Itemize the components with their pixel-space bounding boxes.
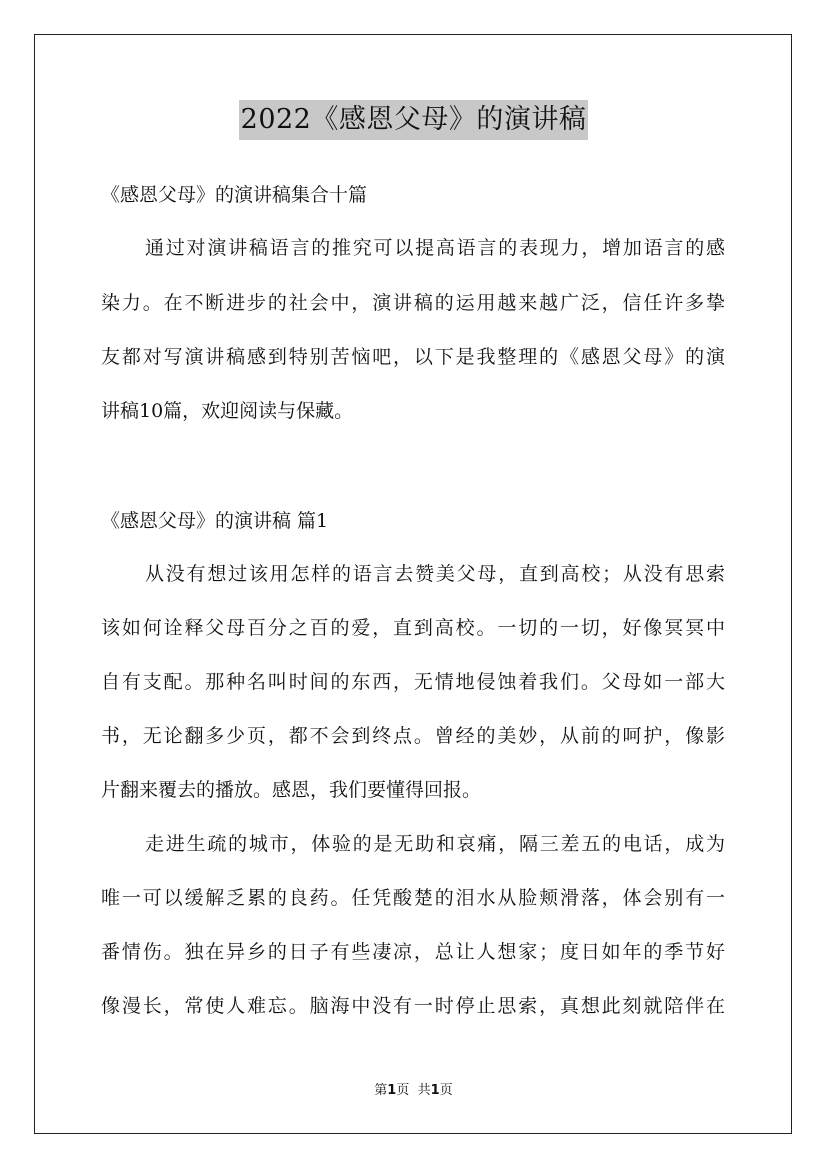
intro-line-3: 友都对写演讲稿感到特别苦恼吧，以下是我整理的《感恩父母》的演 xyxy=(101,346,725,368)
footer-total-suffix: 页 xyxy=(439,1083,453,1098)
para1-line-1: 从没有想过该用怎样的语言去赞美父母，直到高校；从没有思索 xyxy=(145,563,725,585)
para2-line-4: 像漫长，常使人难忘。脑海中没有一时停止思索，真想此刻就陪伴在 xyxy=(101,995,725,1017)
intro-line-4: 讲稿10篇，欢迎阅读与保藏。 xyxy=(101,400,354,422)
para2-line-1: 走进生疏的城市，体验的是无助和哀痛，隔三差五的电话，成为 xyxy=(145,833,725,855)
footer-total-prefix: 共 xyxy=(417,1083,431,1098)
para1-line-3: 自有支配。那种名叫时间的东西，无情地侵蚀着我们。父母如一部大 xyxy=(101,671,725,693)
document-subtitle: 《感恩父母》的演讲稿集合十篇 xyxy=(101,184,368,206)
title-container xyxy=(0,100,827,140)
intro-line-1: 通过对演讲稿语言的推究可以提高语言的表现力，增加语言的感 xyxy=(145,237,725,259)
para1-line-4: 书，无论翻多少页，都不会到终点。曾经的美妙，从前的呵护，像影 xyxy=(101,725,725,747)
section-heading: 《感恩父母》的演讲稿 篇1 xyxy=(101,510,329,532)
intro-line-2: 染力。在不断进步的社会中，演讲稿的运用越来越广泛，信任许多挚 xyxy=(101,292,725,314)
footer-total-number: 1 xyxy=(430,1083,440,1098)
para2-line-2: 唯一可以缓解乏累的良药。任凭酸楚的泪水从脸颊滑落，体会别有一 xyxy=(101,887,725,909)
footer-page-prefix: 第 xyxy=(374,1083,388,1098)
para1-line-5: 片翻来覆去的播放。感恩，我们要懂得回报。 xyxy=(101,779,482,801)
para1-line-2: 该如何诠释父母百分之百的爱，直到高校。一切的一切，好像冥冥中 xyxy=(101,617,725,639)
page-footer xyxy=(0,1082,827,1100)
para2-line-3: 番情伤。独在异乡的日子有些凄凉，总让人想家；度日如年的季节好 xyxy=(101,941,725,963)
document-title: 2022《感恩父母》的演讲稿 xyxy=(239,100,589,140)
footer-page-number: 1 xyxy=(387,1083,397,1098)
footer-page-suffix: 页 xyxy=(396,1083,410,1098)
